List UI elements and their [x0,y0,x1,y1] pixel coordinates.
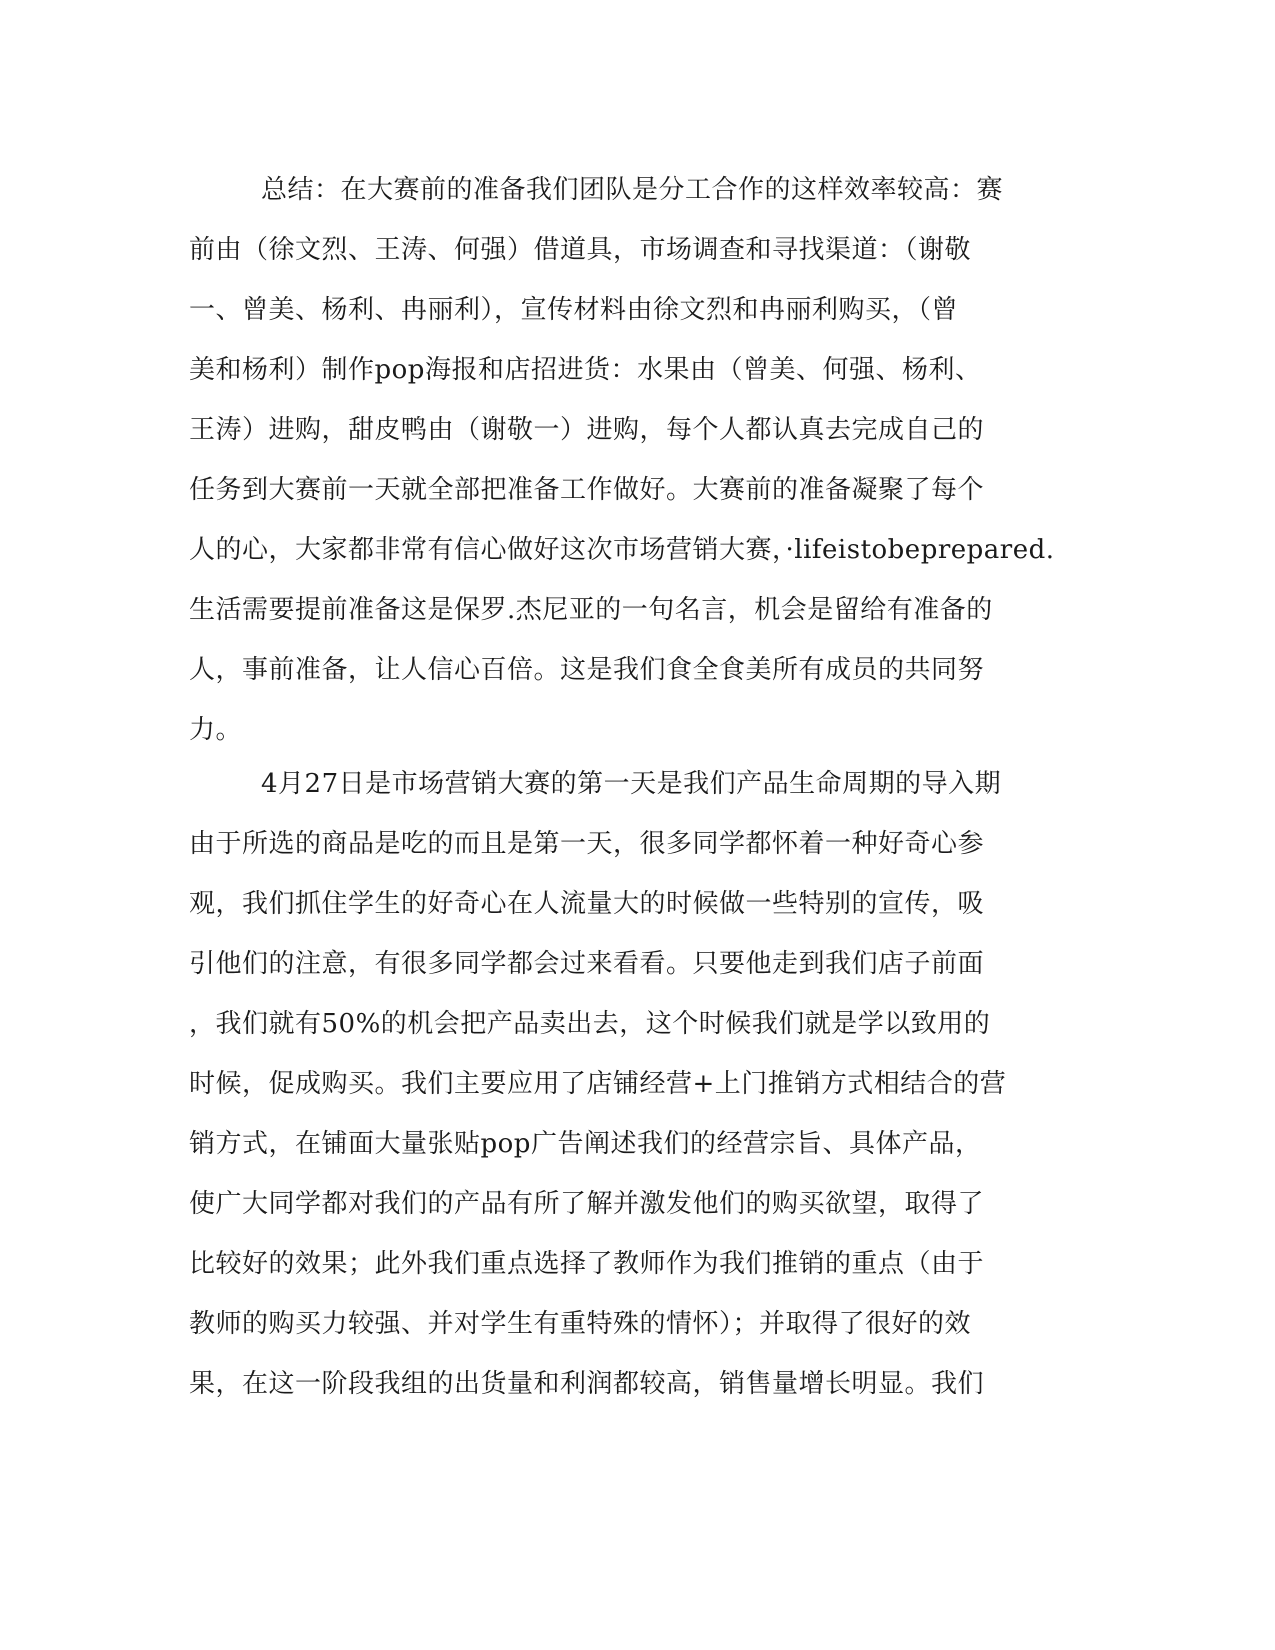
paragraph-line: 王涛）进购，甜皮鸭由（谢敬一）进购，每个人都认真去完成自己的 [189,415,985,445]
paragraph-line: 果，在这一阶段我组的出货量和利润都较高，销售量增长明显。我们 [189,1369,985,1399]
paragraph-line: 销方式，在铺面大量张贴pop广告阐述我们的经营宗旨、具体产品， [189,1129,982,1159]
paragraph-line: 由于所选的商品是吃的而且是第一天，很多同学都怀着一种好奇心参 [189,829,985,859]
paragraph-line: 人，事前准备，让人信心百倍。这是我们食全食美所有成员的共同努 [189,655,985,685]
paragraph-line: 4月27日是市场营销大赛的第一天是我们产品生命周期的导入期 [261,769,1002,799]
paragraph-line: 生活需要提前准备这是保罗.杰尼亚的一句名言，机会是留给有准备的 [189,595,993,625]
paragraph-line: 一、曾美、杨利、冉丽利），宣传材料由徐文烈和冉丽利购买，（曾 [189,295,959,325]
paragraph-preparation-summary [189,160,1079,760]
paragraph-line: 人的心，大家都非常有信心做好这次市场营销大赛，·lifeistobeprepared. [189,535,1055,565]
paragraph-line: ，我们就有50%的机会把产品卖出去，这个时候我们就是学以致用的 [189,1009,991,1039]
paragraph-line: 力。 [189,715,243,745]
paragraph-first-day [189,754,1079,1414]
paragraph-line: 比较好的效果；此外我们重点选择了教师作为我们推销的重点（由于 [189,1249,985,1279]
paragraph-line: 观，我们抓住学生的好奇心在人流量大的时候做一些特别的宣传，吸 [189,889,985,919]
paragraph-line: 任务到大赛前一天就全部把准备工作做好。大赛前的准备凝聚了每个 [189,475,985,505]
paragraph-line: 使广大同学都对我们的产品有所了解并激发他们的购买欲望，取得了 [189,1189,985,1219]
paragraph-line: 引他们的注意，有很多同学都会过来看看。只要他走到我们店子前面 [189,949,985,979]
paragraph-line: 总结：在大赛前的准备我们团队是分工合作的这样效率较高：赛 [261,175,1004,205]
paragraph-line: 教师的购买力较强、并对学生有重特殊的情怀）；并取得了很好的效 [189,1309,972,1339]
paragraph-line: 美和杨利）制作pop海报和店招进货：水果由（曾美、何强、杨利、 [189,355,982,385]
paragraph-line: 前由（徐文烈、王涛、何强）借道具，市场调查和寻找渠道：（谢敬 [189,235,972,265]
paragraph-line: 时候，促成购买。我们主要应用了店铺经营+上门推销方式相结合的营 [189,1069,1007,1099]
